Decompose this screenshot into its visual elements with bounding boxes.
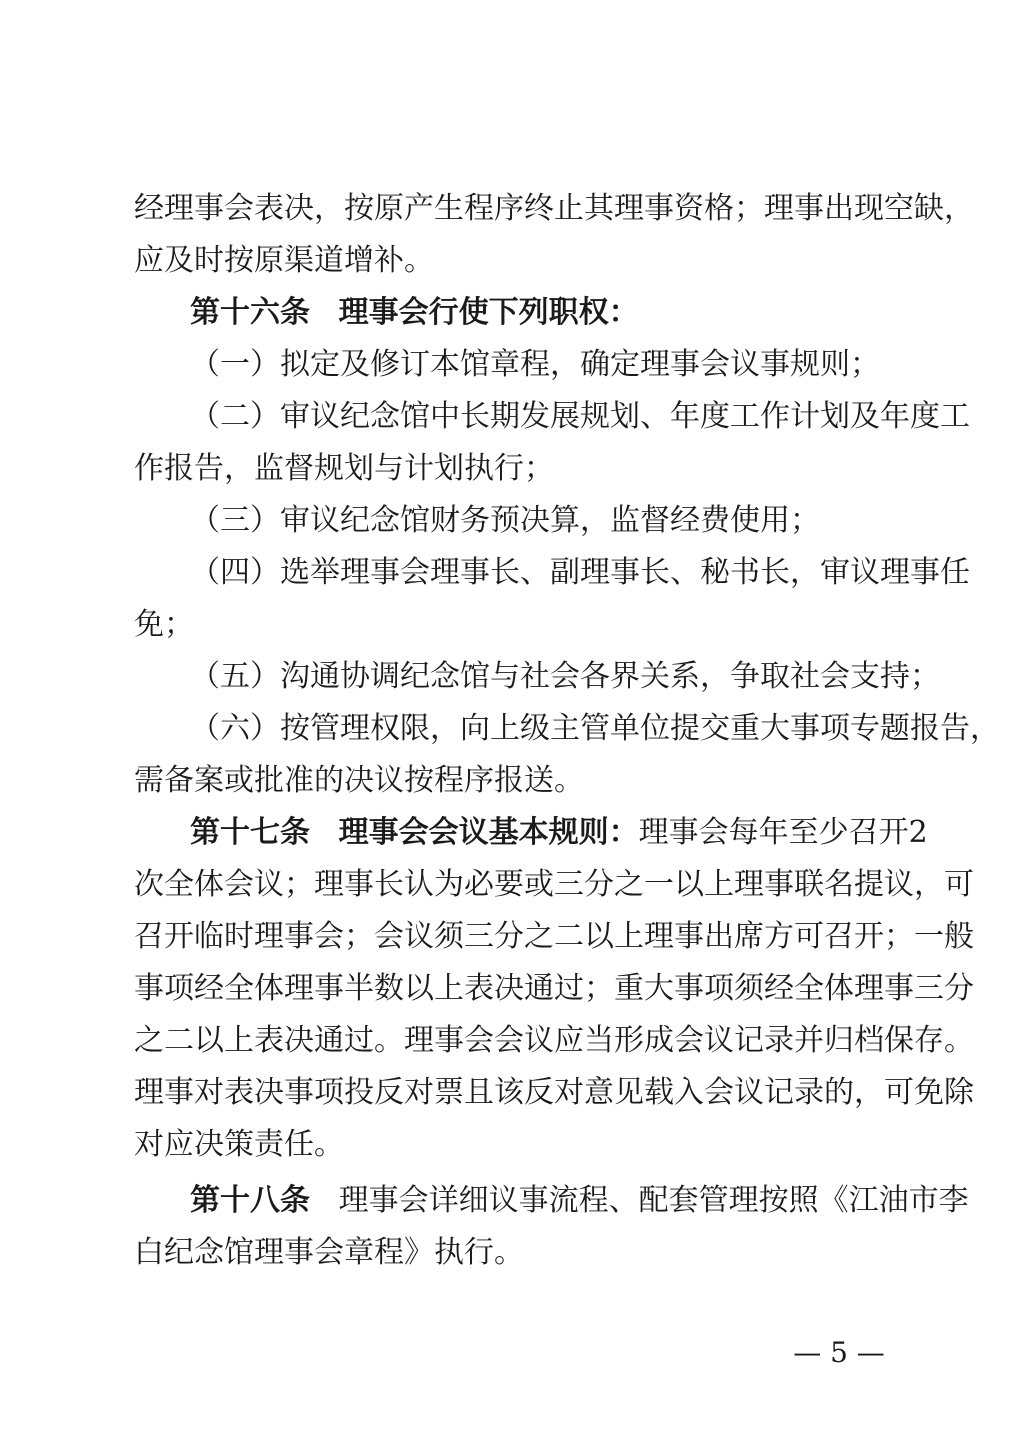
article17-heading-line (134, 807, 928, 859)
article16-item-2-line-2: 作报告，监督规划与计划执行； (134, 451, 554, 486)
article17-title: 理事会会议基本规则： (338, 815, 639, 850)
article17-line-5: 之二以上表决通过。理事会会议应当形成会议记录并归档保存。 (134, 1023, 974, 1058)
article18-heading-line (134, 1175, 969, 1227)
article16-item-4-line-2: 免； (134, 607, 194, 642)
article16-item-6-line-2: 需备案或批准的决议按程序报送。 (134, 763, 584, 798)
article17-line-1: 理事会每年至少召开2 (638, 815, 928, 850)
article16-item-6-line-1: （六）按管理权限，向上级主管单位提交重大事项专题报告， (190, 711, 1000, 746)
article16-item-2-line-1: （二）审议纪念馆中长期发展规划、年度工作计划及年度工 (190, 399, 970, 434)
article17-line-7: 对应决策责任。 (134, 1127, 344, 1162)
article16-item-4-line-1: （四）选举理事会理事长、副理事长、秘书长，审议理事任 (190, 555, 970, 590)
article18-line-2: 白纪念馆理事会章程》执行。 (134, 1235, 524, 1270)
page-number: — 5 — (793, 1336, 885, 1369)
document-body (134, 183, 1000, 1279)
article16-title: 理事会行使下列职权： (338, 295, 639, 330)
article17-line-3: 召开临时理事会；会议须三分之二以上理事出席方可召开；一般 (134, 919, 974, 954)
article16-item-3: （三）审议纪念馆财务预决算，监督经费使用； (190, 503, 820, 538)
article17-line-4: 事项经全体理事半数以上表决通过；重大事项须经全体理事三分 (134, 971, 974, 1006)
article16-item-5: （五）沟通协调纪念馆与社会各界关系，争取社会支持； (190, 659, 940, 694)
article16-item-1: （一）拟定及修订本馆章程，确定理事会议事规则； (190, 347, 880, 382)
article16-heading: 第十六条 (190, 295, 310, 330)
article15-line-2: 应及时按原渠道增补。 (134, 243, 434, 278)
article16-heading-line (134, 287, 894, 339)
article17-line-2: 次全体会议；理事长认为必要或三分之一以上理事联名提议，可 (134, 867, 974, 902)
article18-line-1: 理事会详细议事流程、配套管理按照《江油市李 (338, 1183, 969, 1218)
article18-heading: 第十八条 (190, 1183, 310, 1218)
article15-line-1: 经理事会表决，按原产生程序终止其理事资格；理事出现空缺， (134, 191, 974, 226)
article17-line-6: 理事对表决事项投反对票且该反对意见载入会议记录的，可免除 (134, 1075, 974, 1110)
article17-heading: 第十七条 (190, 815, 310, 850)
